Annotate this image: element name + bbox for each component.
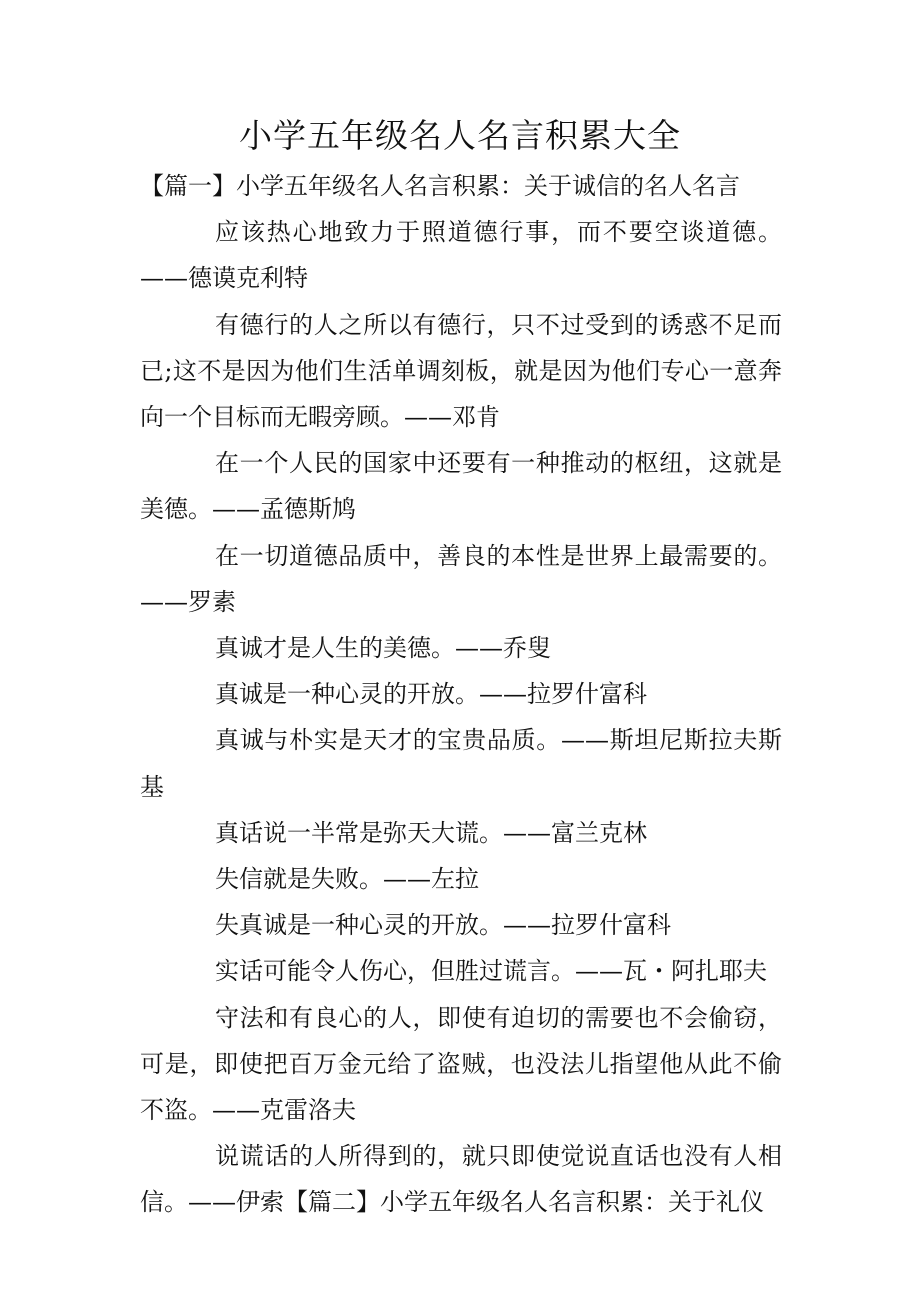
quote-paragraph: 真话说一半常是弥天大谎。——富兰克林: [215, 818, 647, 847]
quote-paragraph: 有德行的人之所以有德行，只不过受到的诱惑不足而已;这不是因为他们生活单调刻板，就是因为他们专心一意奔向一个目标而无暇旁顾。——邓肯: [140, 310, 782, 432]
section-heading: 【篇一】小学五年级名人名言积累：关于诚信的名人名言: [140, 172, 740, 200]
document-body: [140, 163, 782, 1226]
quote-paragraph: 失真诚是一种心灵的开放。——拉罗什富科: [215, 911, 671, 940]
quote-paragraph: 在一个人民的国家中还要有一种推动的枢纽，这就是美德。——孟德斯鸠: [140, 449, 782, 524]
quote-paragraph: 真诚与朴实是天才的宝贵品质。——斯坦尼斯拉夫斯基: [140, 726, 782, 801]
quote-paragraph: 守法和有良心的人，即使有迫切的需要也不会偷窃，可是，即使把百万金元给了盗贼，也没法儿指望他从此不偷不盗。——克雷洛夫: [140, 1003, 782, 1125]
quote-paragraph: 失信就是失败。——左拉: [215, 865, 479, 894]
quote-paragraph: 真诚是一种心灵的开放。——拉罗什富科: [215, 680, 647, 709]
quote-paragraph: 应该热心地致力于照道德行事，而不要空谈道德。——德谟克利特: [140, 218, 782, 293]
quote-paragraph: 真诚才是人生的美德。——乔叟: [215, 634, 551, 663]
document-title: 小学五年级名人名言积累大全: [239, 116, 681, 155]
quote-paragraph: 实话可能令人伤心，但胜过谎言。——瓦・阿扎耶夫: [215, 957, 767, 986]
quote-paragraph: 在一切道德品质中，善良的本性是世界上最需要的。——罗素: [140, 541, 782, 616]
quote-paragraph: 说谎话的人所得到的，就只即使觉说直话也没有人相信。——伊索【篇二】小学五年级名人名言积累：关于礼仪: [140, 1142, 782, 1217]
